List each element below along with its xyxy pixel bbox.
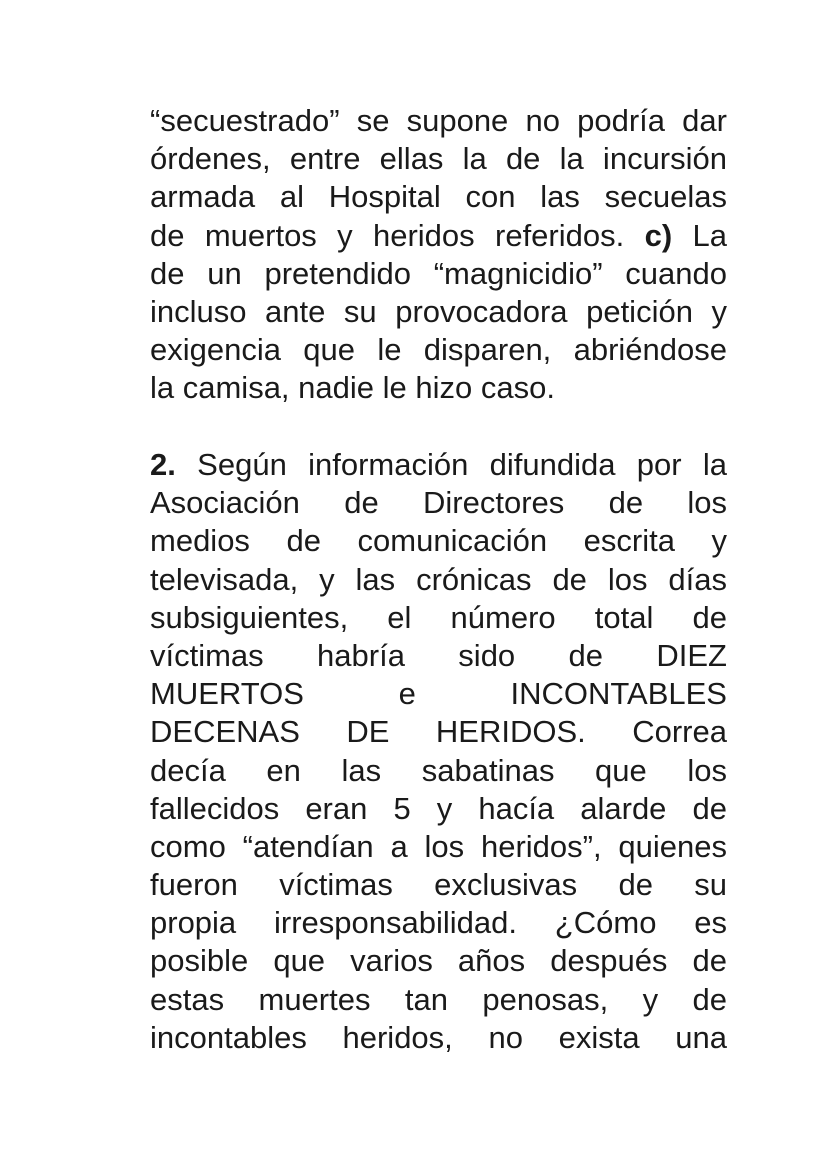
text-line: propia irresponsabilidad. ¿Cómo es — [150, 905, 727, 941]
text-line: armada al Hospital con las secuelas — [150, 179, 727, 215]
text-line: incluso ante su provocadora petición y — [150, 293, 727, 329]
list-marker-c: c) — [644, 217, 673, 253]
text-line-with-marker — [150, 217, 727, 255]
text-line: la camisa, nadie le hizo caso. — [150, 370, 555, 406]
text-line: fueron víctimas exclusivas de su — [150, 867, 727, 903]
text-line: “secuestrado” se supone no podría dar — [150, 103, 727, 138]
text-line: fallecidos eran 5 y hacía alarde de — [150, 790, 727, 826]
text-line-part: Según información difundida por la — [197, 447, 728, 482]
text-line: incontables heridos, no exista una — [150, 1019, 727, 1055]
text-line: MUERTOS e INCONTABLES — [150, 676, 727, 712]
text-line: medios de comunicación escrita y — [150, 523, 727, 559]
list-marker-2: 2. — [150, 447, 176, 482]
text-line: exigencia que le disparen, abriéndose — [150, 332, 727, 368]
text-line: subsiguientes, el número total de — [150, 599, 727, 635]
text-line: como “atendían a los heridos”, quienes — [150, 828, 727, 864]
paragraph-1 — [150, 102, 727, 408]
text-line: Asociación de Directores de los — [150, 485, 727, 521]
text-line: órdenes, entre ellas la de la incursión — [150, 141, 727, 177]
text-line: decía en las sabatinas que los — [150, 752, 727, 788]
text-line: estas muertes tan penosas, y de — [150, 981, 727, 1017]
text-line: DECENAS DE HERIDOS. Correa — [150, 714, 727, 750]
text-line-part: de muertos y heridos referidos. — [150, 217, 625, 253]
text-line: víctimas habría sido de DIEZ — [150, 637, 727, 673]
text-line-with-marker — [150, 446, 727, 484]
text-line: de un pretendido “magnicidio” cuando — [150, 255, 727, 291]
text-line: televisada, y las crónicas de los días — [150, 561, 727, 597]
paragraph-2 — [150, 446, 727, 1057]
text-line-part: La — [692, 217, 727, 253]
text-line: posible que varios años después de — [150, 943, 727, 979]
